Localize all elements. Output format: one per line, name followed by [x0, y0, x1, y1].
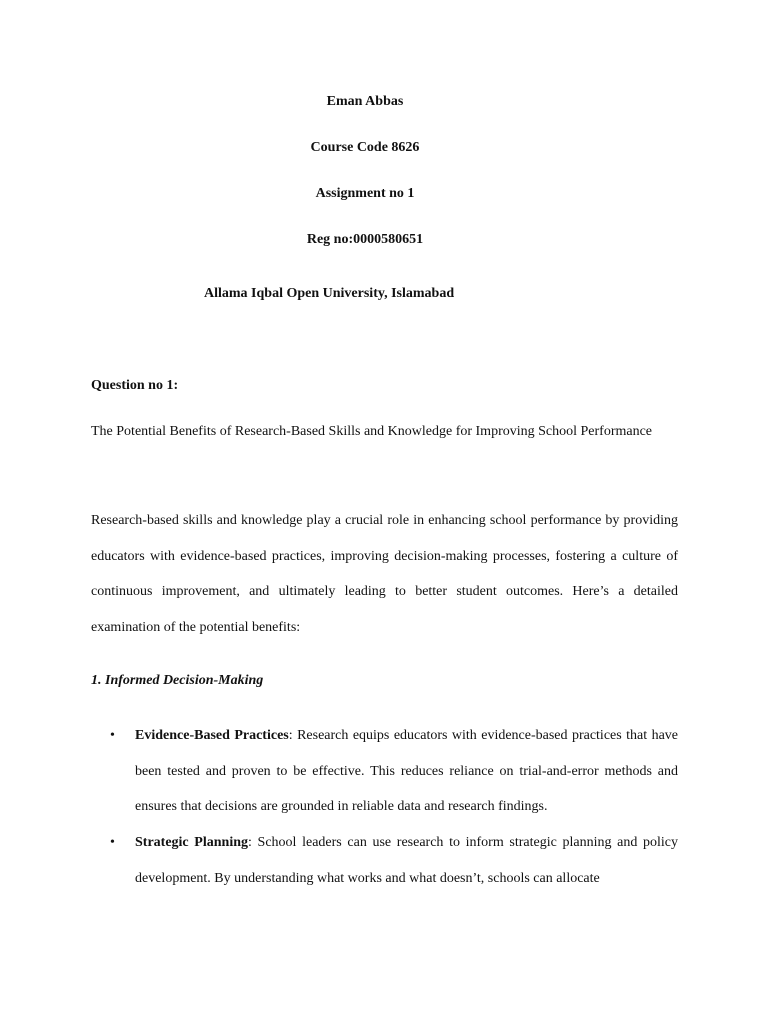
assignment-number: Assignment no 1	[315, 186, 415, 201]
university-name: Allama Iqbal Open University, Islamabad	[204, 286, 455, 301]
bullet-body: : Research equips educators with evidence-based practices that have been tested and proven to be effective. This reduces reliance on trial-and-error methods and ensures that decisions are grounded in reliable data and research findings.	[135, 728, 679, 814]
question-label: Question no 1:	[91, 378, 179, 393]
bullet-icon: •	[110, 728, 115, 743]
intro-paragraph: Research-based skills and knowledge play a crucial role in enhancing school performance by providing educators with evidence-based practices, improving decision-making processes, fostering a culture of continuous improvement, and ultimately leading to better student outcomes. Here’s a detailed examination of the potential benefits:	[91, 513, 678, 635]
registration-number: Reg no:0000580651	[306, 232, 424, 247]
section-heading: 1. Informed Decision-Making	[91, 673, 264, 688]
author-name: Eman Abbas	[326, 94, 404, 109]
course-code: Course Code 8626	[310, 140, 420, 155]
bullet-text	[135, 718, 678, 825]
bullet-text	[135, 825, 678, 896]
question-topic: The Potential Benefits of Research-Based Skills and Knowledge for Improving School Performance	[91, 424, 653, 439]
bullet-body: : School leaders can use research to inform strategic planning and policy development. By understanding what works and what doesn’t, schools can allocate	[135, 835, 678, 886]
bullet-term: Evidence-Based Practices	[135, 728, 289, 743]
bullet-term: Strategic Planning	[135, 835, 248, 850]
bullet-icon: •	[110, 835, 115, 850]
